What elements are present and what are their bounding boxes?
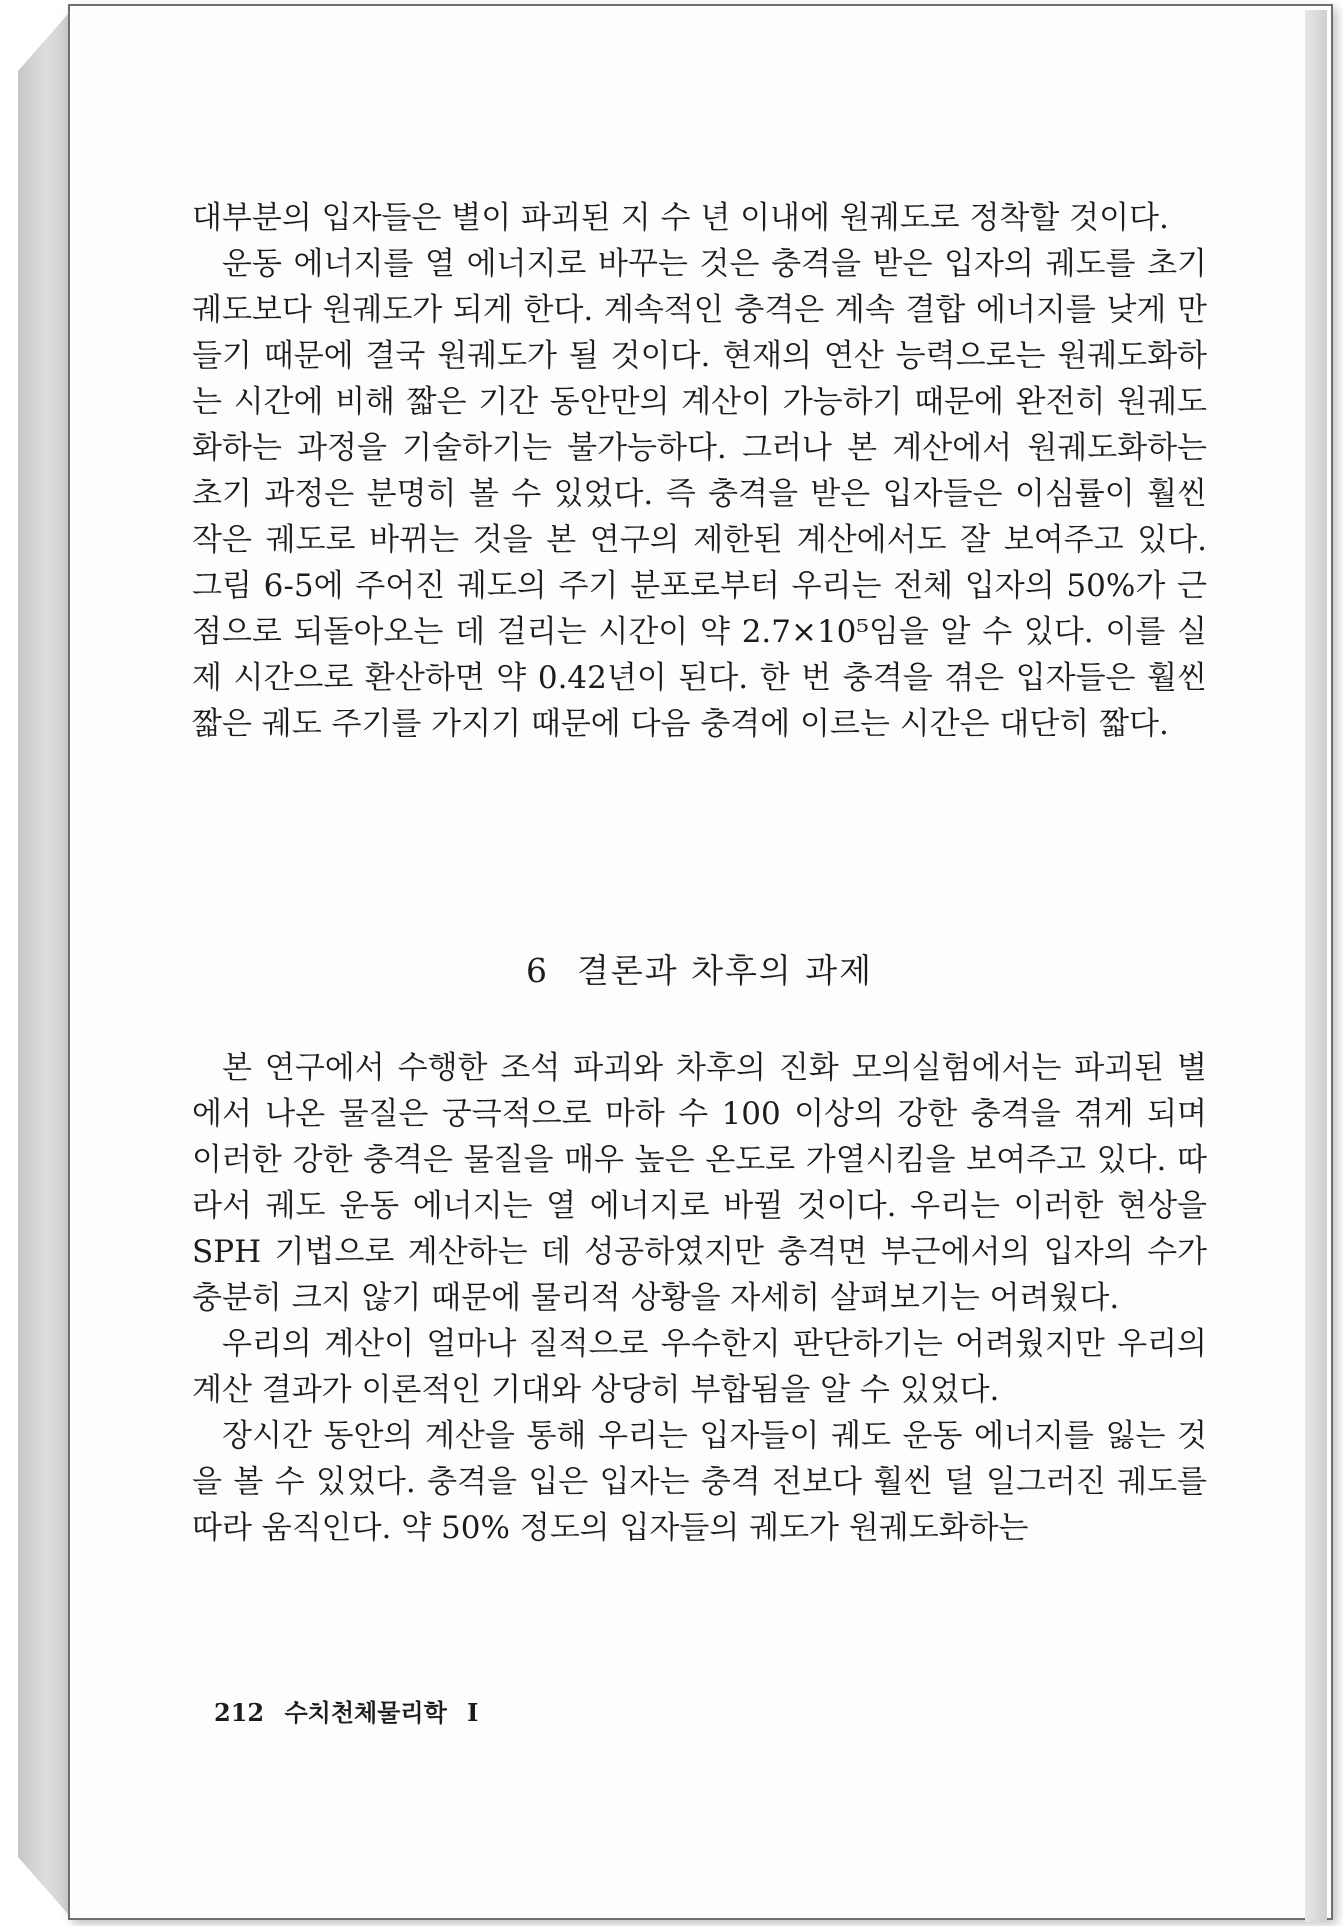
section-title: 결론과 차후의 과제 [576, 951, 873, 990]
volume-number: I [467, 1698, 479, 1727]
page-number: 212 [214, 1698, 265, 1727]
paragraph: 운동 에너지를 열 에너지로 바꾸는 것은 충격을 받은 입자의 궤도를 초기 궤도보다 원궤도가 되게 한다. 계속적인 충격은 계속 결합 에너지를 낮게 만들기 때문에 결국 원궤도가 될 것이다. 현재의 연산 능력으로는 원궤도화하는 시간에 비해 짧은 기간 동안만의 계산이 가능하기 때문에 완전히 원궤도화하는 과정을 기술하기는 불가능하다. 그러나 본 계산에서 원궤도화하는 초기 과정은 분명히 볼 수 있었다. 즉 충격을 받은 입자들은 이심률이 훨씬 작은 궤도로 바뀌는 것을 본 연구의 제한된 계산에서도 잘 보여주고 있다. 그림 6-5에 주어진 궤도의 주기 분포로부터 우리는 전체 입자의 50%가 근점으로 되돌아오는 데 걸리는 시간이 약 2.7×10⁵임을 알 수 있다. 이를 실제 시간으로 환산하면 약 0.42년이 된다. 한 번 충격을 겪은 입자들은 훨씬 짧은 궤도 주기를 가지기 때문에 다음 충격에 이르는 시간은 대단히 짧다. [192, 246, 1207, 742]
body-text-before-section [192, 195, 1207, 747]
book-page-edge [18, 14, 68, 1914]
section-heading [192, 945, 1207, 992]
paragraph: 대부분의 입자들은 별이 파괴된 지 수 년 이내에 원궤도로 정착할 것이다. [192, 200, 1169, 236]
page-right-edge [1305, 10, 1327, 1922]
paragraph: 본 연구에서 수행한 조석 파괴와 차후의 진화 모의실험에서는 파괴된 별에서 나온 물질은 궁극적으로 마하 수 100 이상의 강한 충격을 겪게 되며 이러한 강한 충격은 물질을 매우 높은 온도로 가열시킴을 보여주고 있다. 따라서 궤도 운동 에너지는 열 에너지로 바뀔 것이다. 우리는 이러한 현상을 SPH 기법으로 계산하는 데 성공하였지만 충격면 부근에서의 입자의 수가 충분히 크지 않기 때문에 물리적 상황을 자세히 살펴보기는 어려웠다. [192, 1050, 1207, 1316]
book-title: 수치천체물리학 [284, 1698, 447, 1727]
paragraph: 우리의 계산이 얼마나 질적으로 우수한지 판단하기는 어려웠지만 우리의 계산 결과가 이론적인 기대와 상당히 부합됨을 알 수 있었다. [192, 1326, 1207, 1408]
section-number: 6 [525, 951, 549, 990]
page-footer [214, 1693, 490, 1728]
body-text-after-section [192, 1045, 1207, 1551]
paragraph: 장시간 동안의 계산을 통해 우리는 입자들이 궤도 운동 에너지를 잃는 것을 볼 수 있었다. 충격을 입은 입자는 충격 전보다 훨씬 덜 일그러진 궤도를 따라 움직인다. 약 50% 정도의 입자들의 궤도가 원궤도화하는 [192, 1418, 1207, 1546]
